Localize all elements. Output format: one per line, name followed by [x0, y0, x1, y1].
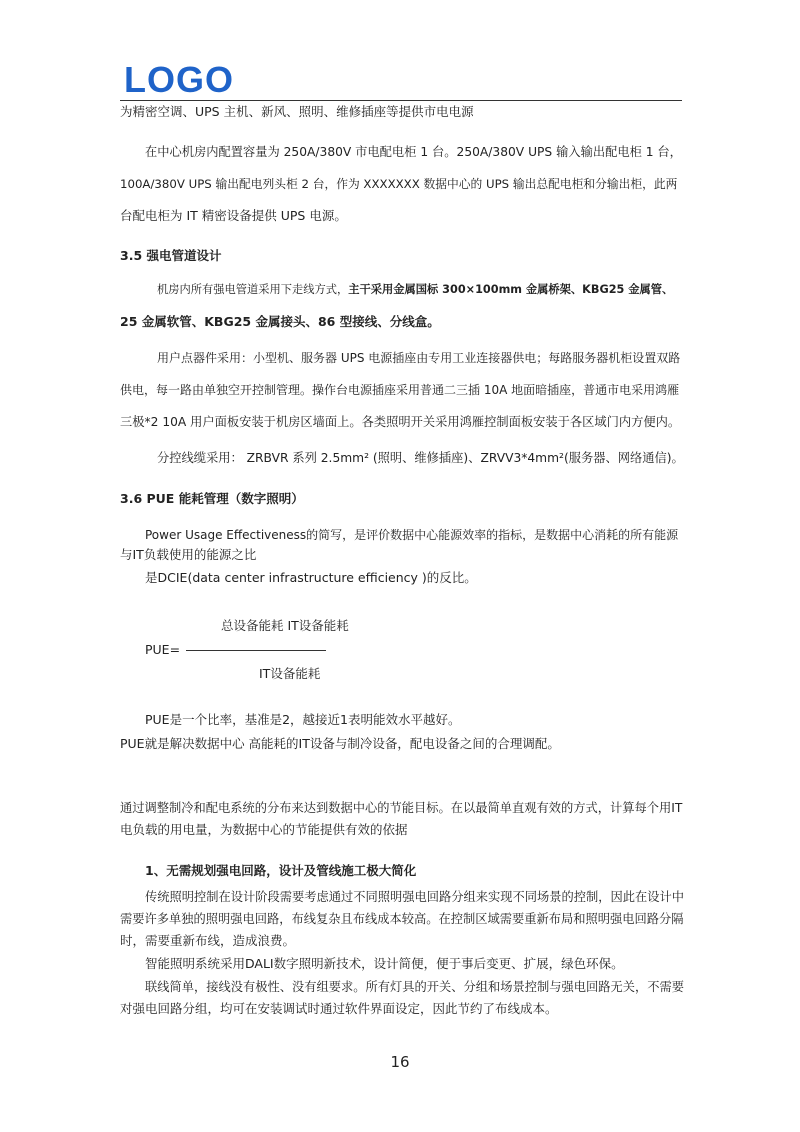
section-1-heading: 1、无需规划强电回路，设计及管线施工极大简化 [145, 863, 417, 878]
section-3-6-p1-line-2: 与IT负载使用的能源之比 [120, 547, 257, 562]
section-3-6-p3-line-2: 电负载的用电量，为数据中心的节能提供有效的依据 [120, 822, 408, 837]
page-number: 16 [390, 1053, 410, 1071]
section-1-p3-line-2: 对强电回路分组，均可在安装调试时通过软件界面设定，因此节约了布线成本。 [120, 1001, 558, 1016]
section-3-5-p1-normal: 机房内所有强电管道采用下走线方式， [157, 283, 349, 296]
pue-formula-fraction-line [186, 650, 326, 651]
header-subtitle: 为精密空调、UPS 主机、新风、照明、维修插座等提供市电电源 [120, 104, 474, 119]
section-1-p1-line-1: 传统照明控制在设计阶段需要考虑通过不同照明强电回路分组来实现不同场景的控制，因此在设计中 [145, 890, 684, 904]
pue-formula-numerator: 总设备能耗 IT设备能耗 [221, 618, 349, 633]
intro-line-2: 100A/380V UPS 输出配电列头柜 2 台，作为 XXXXXXX 数据中心的 UPS 输出总配电柜和分输出柜，此两 [120, 177, 678, 191]
section-3-6-p1-line-3: 是DCIE(data center infrastructure efficiency )的反比。 [145, 570, 477, 585]
section-3-6-p3-line-1: 通过调整制冷和配电系统的分布来达到数据中心的节能目标。在以最简单直观有效的方式，计算每个用IT [120, 801, 683, 815]
section-3-5-p2-line-3: 三极*2 10A 用户面板安装于机房区墙面上。各类照明开关采用鸿雁控制面板安装于各区域门内方便内。 [120, 415, 681, 429]
section-3-5-heading: 3.5 强电管道设计 [120, 248, 222, 263]
section-3-5-p1-line-2: 25 金属软管、KBG25 金属接头、86 型接线、分线盒。 [120, 314, 440, 329]
section-3-6-p2-line-2: PUE就是解决数据中心 高能耗的IT设备与制冷设备，配电设备之间的合理调配。 [120, 736, 560, 751]
section-3-6-heading: 3.6 PUE 能耗管理（数字照明） [120, 491, 304, 506]
section-3-5-p3-line-1: 分控线缆采用： ZRBVR 系列 2.5mm² (照明、维修插座)、ZRVV3*4mm²(服务器、网络通信)。 [157, 451, 684, 465]
section-3-5-p2-line-2: 供电，每一路由单独空开控制管理。操作台电源插座采用普通二三插 10A 地面暗插座，普通市电采用鸿雁 [120, 383, 680, 397]
section-3-6-p1-line-1: Power Usage Effectiveness的简写，是评价数据中心能源效率的指标，是数据中心消耗的所有能源 [145, 528, 679, 542]
section-1-p3-line-1: 联线简单，接线没有极性、没有组要求。所有灯具的开关、分组和场景控制与强电回路无关，不需要 [145, 980, 684, 994]
pue-formula-denominator: IT设备能耗 [259, 666, 321, 681]
intro-line-3: 台配电柜为 IT 精密设备提供 UPS 电源。 [120, 208, 347, 223]
header-rule [120, 100, 682, 101]
intro-line-1: 在中心机房内配置容量为 250A/380V 市电配电柜 1 台。250A/380V UPS 输入输出配电柜 1 台， [145, 145, 682, 159]
section-3-5-p1-bold: 主干采用金属国标 300×100mm 金属桥架、KBG25 金属管、 [348, 283, 674, 296]
section-1-p1-line-2: 需要许多单独的照明强电回路，布线复杂且布线成本较高。在控制区域需要重新布局和照明强电回路分隔 [120, 912, 684, 926]
section-3-5-p2-line-1: 用户点器件采用：小型机、服务器 UPS 电源插座由专用工业连接器供电；每路服务器机柜设置双路 [157, 351, 681, 365]
section-1-p1-line-3: 时，需要重新布线，造成浪费。 [120, 933, 296, 948]
section-1-p2-line-1: 智能照明系统采用DALI数字照明新技术，设计简便，便于事后变更、扩展，绿色环保。 [145, 956, 624, 971]
logo: LOGO [124, 59, 234, 100]
section-3-5-p1-line-1 [157, 281, 673, 299]
section-3-6-p2-line-1: PUE是一个比率，基准是2，越接近1表明能效水平越好。 [145, 712, 461, 727]
pue-formula-label: PUE= [145, 642, 181, 657]
